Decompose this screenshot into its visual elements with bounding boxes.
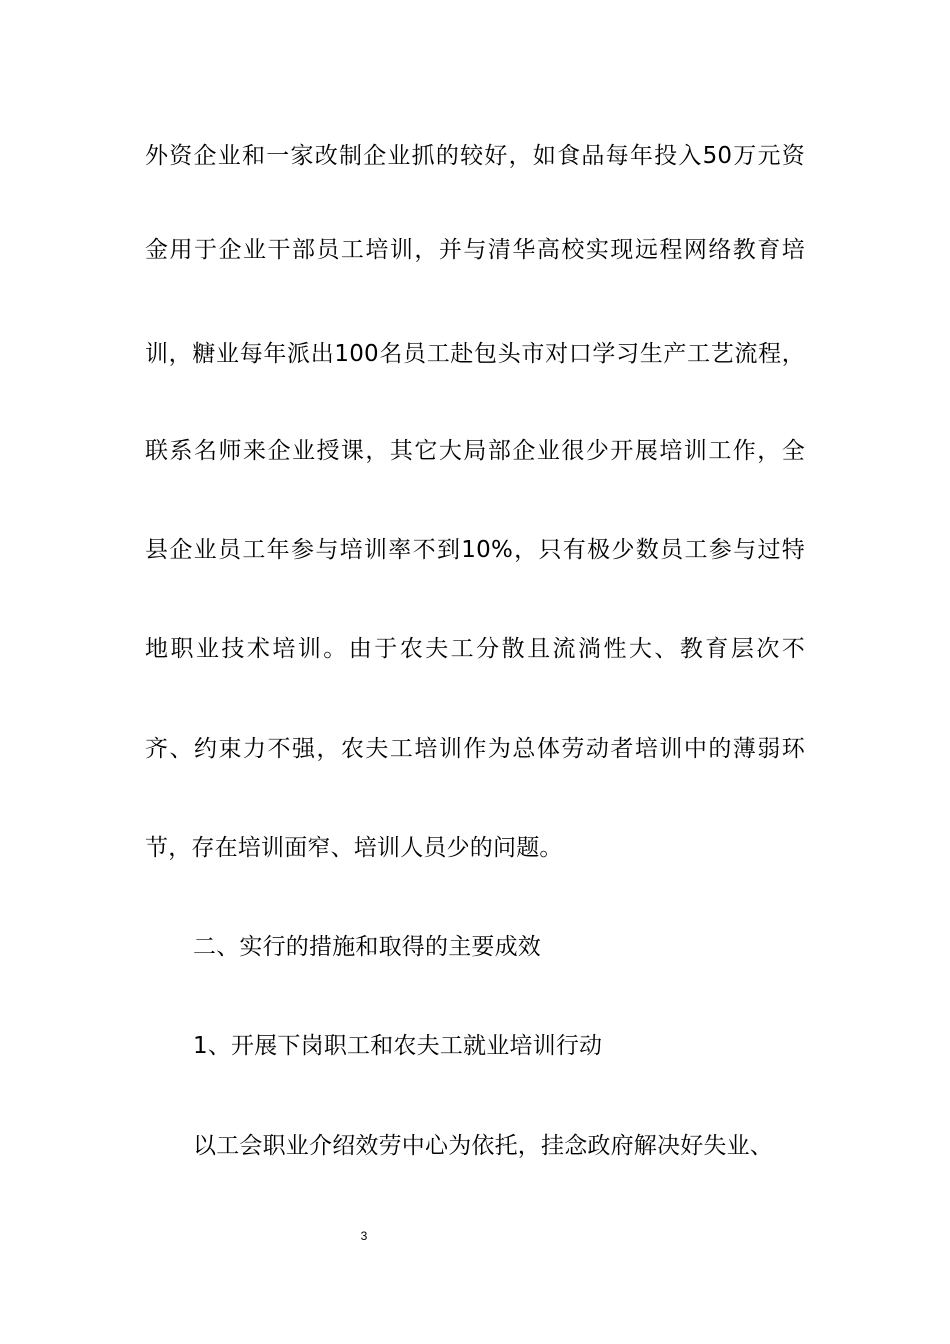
subsection-heading: 1、开展下岗职工和农夫工就业培训行动 <box>193 1033 603 1059</box>
paragraph-line-2: 金用于企业干部员工培训，并与清华高校实现远程网络教育培 <box>145 237 805 263</box>
paragraph-line-5: 县企业员工年参与培训率不到10%，只有极少数员工参与过特 <box>145 537 805 563</box>
section-heading: 二、实行的措施和取得的主要成效 <box>193 934 541 960</box>
paragraph-line-4: 联系名师来企业授课，其它大局部企业很少开展培训工作，全 <box>145 438 805 464</box>
paragraph-line-8: 节，存在培训面窄、培训人员少的问题。 <box>145 835 563 861</box>
paragraph-line-3: 训，糖业每年派出100名员工赴包头市对口学习生产工艺流程， <box>145 341 805 367</box>
paragraph-line-1: 外资企业和一家改制企业抓的较好，如食品每年投入50万元资 <box>145 143 805 169</box>
paragraph-line-7: 齐、约束力不强，农夫工培训作为总体劳动者培训中的薄弱环 <box>145 736 805 762</box>
paragraph-line-6: 地职业技术培训。由于农夫工分散且流淌性大、教育层次不 <box>145 636 805 662</box>
page-number: 3 <box>360 1229 368 1243</box>
paragraph-2-line-1: 以工会职业介绍效劳中心为依托，挂念政府解决好失业、 <box>193 1133 773 1159</box>
